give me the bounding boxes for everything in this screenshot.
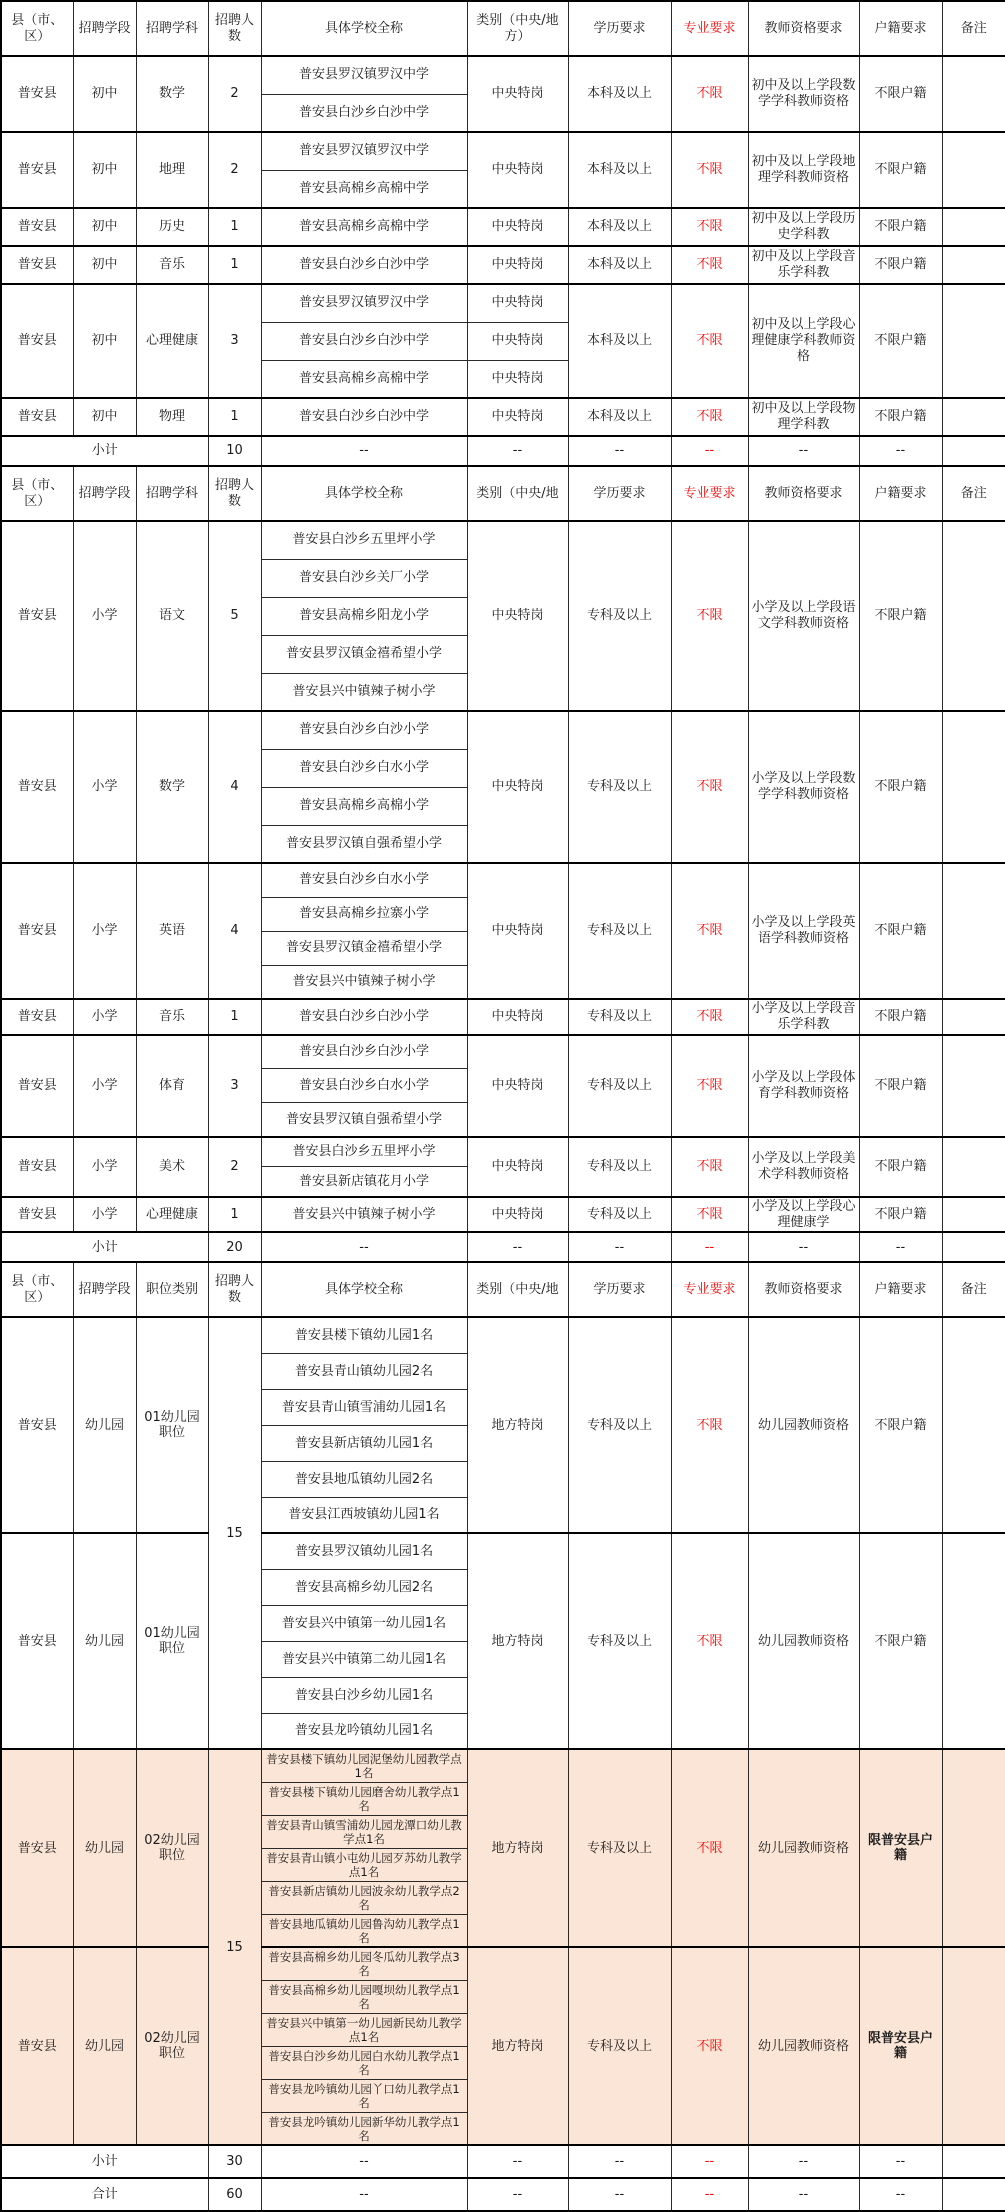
subject-cell: 语文 xyxy=(136,521,208,711)
category-cell: 中央特岗 xyxy=(467,999,568,1035)
school-cell: 普安县白沙乡白沙小学 xyxy=(261,711,467,749)
school-cell: 普安县白沙乡白沙小学 xyxy=(261,999,467,1035)
subject-cell: 体育 xyxy=(136,1035,208,1137)
school-cell: 普安县兴中镇第一幼儿园新民幼儿教学点1名 xyxy=(261,2013,467,2046)
category-cell: 中央特岗 xyxy=(467,1035,568,1137)
header-category: 类别（中央/地 xyxy=(467,466,568,521)
category-cell: -- xyxy=(467,436,568,466)
qualification-cell: 初中及以上学段心理健康学科教师资格 xyxy=(748,284,859,398)
stage-cell: 初中 xyxy=(73,284,136,398)
count-cell: 5 xyxy=(208,521,261,711)
registration-cell: 不限户籍 xyxy=(859,1317,942,1533)
count-cell: 15 xyxy=(208,1317,261,1749)
school-cell: 普安县龙吟镇幼儿园1名 xyxy=(261,1713,467,1749)
remark-cell xyxy=(942,863,1005,999)
school-cell: 普安县白沙乡幼儿园白水幼儿教学点1名 xyxy=(261,2046,467,2079)
qualification-cell: 初中及以上学段音乐学科教 xyxy=(748,246,859,284)
header-stage: 招聘学段 xyxy=(73,1,136,56)
degree-cell: 专科及以上 xyxy=(568,711,671,863)
header-stage: 招聘学段 xyxy=(73,466,136,521)
qualification-cell: 小学及以上学段英语学科教师资格 xyxy=(748,863,859,999)
header-school: 具体学校全称 xyxy=(261,1,467,56)
school-cell: 普安县白沙乡白沙中学 xyxy=(261,398,467,436)
qualification-cell: -- xyxy=(748,2178,859,2211)
school-cell: 普安县白沙乡白沙中学 xyxy=(261,94,467,132)
degree-cell: 专科及以上 xyxy=(568,1035,671,1137)
stage-cell: 初中 xyxy=(73,132,136,208)
count-cell: 4 xyxy=(208,711,261,863)
qualification-cell: 小学及以上学段体育学科教师资格 xyxy=(748,1035,859,1137)
count-cell: 1 xyxy=(208,999,261,1035)
remark-cell xyxy=(942,436,1005,466)
stage-cell: 初中 xyxy=(73,246,136,284)
category-cell: 地方特岗 xyxy=(467,1749,568,1947)
degree-cell: 专科及以上 xyxy=(568,1197,671,1233)
remark-cell xyxy=(942,1232,1005,1262)
major-cell: 不限 xyxy=(671,1137,748,1197)
school-cell: -- xyxy=(261,2145,467,2178)
school-cell: 普安县高棉乡高棉中学 xyxy=(261,208,467,246)
qualification-cell: 初中及以上学段地理学科教师资格 xyxy=(748,132,859,208)
school-cell: 普安县青山镇幼儿园2名 xyxy=(261,1353,467,1389)
county-cell: 普安县 xyxy=(1,1749,73,1947)
remark-cell xyxy=(942,521,1005,711)
header-qualification: 教师资格要求 xyxy=(748,1262,859,1317)
count-cell: 2 xyxy=(208,1137,261,1197)
major-cell: 不限 xyxy=(671,1197,748,1233)
county-cell: 普安县 xyxy=(1,208,73,246)
major-cell: 不限 xyxy=(671,999,748,1035)
school-cell: 普安县罗汉镇自强希望小学 xyxy=(261,825,467,863)
major-cell: 不限 xyxy=(671,208,748,246)
subject-cell: 01幼儿园职位 xyxy=(136,1533,208,1749)
remark-cell xyxy=(942,711,1005,863)
category-cell: 中央特岗 xyxy=(467,711,568,863)
school-cell: 普安县罗汉镇金禧希望小学 xyxy=(261,931,467,965)
county-cell: 普安县 xyxy=(1,863,73,999)
header-school: 具体学校全称 xyxy=(261,466,467,521)
degree-cell: -- xyxy=(568,1232,671,1262)
school-cell: 普安县白沙乡白沙小学 xyxy=(261,1035,467,1069)
county-cell: 普安县 xyxy=(1,1197,73,1233)
header-category: 类别（中央/地方） xyxy=(467,1,568,56)
major-cell: 不限 xyxy=(671,398,748,436)
county-cell: 普安县 xyxy=(1,1317,73,1533)
registration-cell: -- xyxy=(859,2145,942,2178)
school-cell: 普安县高棉乡高棉中学 xyxy=(261,360,467,398)
school-cell: 普安县罗汉镇罗汉中学 xyxy=(261,284,467,322)
school-cell: 普安县白沙乡白沙中学 xyxy=(261,246,467,284)
registration-cell: 不限户籍 xyxy=(859,208,942,246)
count-cell: 1 xyxy=(208,398,261,436)
header-count: 招聘人数 xyxy=(208,1,261,56)
qualification-cell: -- xyxy=(748,1232,859,1262)
header-registration: 户籍要求 xyxy=(859,1,942,56)
header-count: 招聘人数 xyxy=(208,466,261,521)
major-cell: 不限 xyxy=(671,132,748,208)
county-cell: 普安县 xyxy=(1,521,73,711)
subject-cell: 数学 xyxy=(136,56,208,132)
category-cell: 中央特岗 xyxy=(467,863,568,999)
remark-cell xyxy=(942,398,1005,436)
remark-cell xyxy=(942,2145,1005,2178)
degree-cell: 专科及以上 xyxy=(568,1533,671,1749)
qualification-cell: 初中及以上学段历史学科教 xyxy=(748,208,859,246)
county-cell: 普安县 xyxy=(1,1035,73,1137)
qualification-cell: 幼儿园教师资格 xyxy=(748,1947,859,2145)
count-cell: 30 xyxy=(208,2145,261,2178)
remark-cell xyxy=(942,284,1005,398)
major-cell: 不限 xyxy=(671,1035,748,1137)
count-cell: 4 xyxy=(208,863,261,999)
school-cell: -- xyxy=(261,436,467,466)
subject-cell: 数学 xyxy=(136,711,208,863)
stage-cell: 幼儿园 xyxy=(73,1749,136,1947)
header-degree: 学历要求 xyxy=(568,1262,671,1317)
header-remark: 备注 xyxy=(942,1,1005,56)
school-cell: 普安县白沙乡白沙中学 xyxy=(261,322,467,360)
category-cell: 中央特岗 xyxy=(467,56,568,132)
header-stage: 招聘学段 xyxy=(73,1262,136,1317)
subject-cell: 地理 xyxy=(136,132,208,208)
school-cell: 普安县白沙乡白水小学 xyxy=(261,749,467,787)
qualification-cell: 小学及以上学段心理健康学 xyxy=(748,1197,859,1233)
county-cell: 普安县 xyxy=(1,1533,73,1749)
school-cell: -- xyxy=(261,2178,467,2211)
count-cell: 1 xyxy=(208,208,261,246)
header-qualification: 教师资格要求 xyxy=(748,1,859,56)
school-cell: 普安县楼下镇幼儿园磨舍幼儿教学点1名 xyxy=(261,1782,467,1815)
category-cell: 中央特岗 xyxy=(467,398,568,436)
category-cell: 中央特岗 xyxy=(467,1137,568,1197)
stage-cell: 小学 xyxy=(73,1035,136,1137)
degree-cell: -- xyxy=(568,2145,671,2178)
major-cell: -- xyxy=(671,2145,748,2178)
category-cell: -- xyxy=(467,2178,568,2211)
stage-cell: 初中 xyxy=(73,208,136,246)
county-cell: 普安县 xyxy=(1,246,73,284)
county-cell: 普安县 xyxy=(1,711,73,863)
subject-cell: 音乐 xyxy=(136,246,208,284)
subtotal-label: 小计 xyxy=(1,2145,208,2178)
category-cell: 中央特岗 xyxy=(467,521,568,711)
degree-cell: -- xyxy=(568,2178,671,2211)
count-cell: 1 xyxy=(208,1197,261,1233)
school-cell: 普安县白沙乡幼儿园1名 xyxy=(261,1677,467,1713)
degree-cell: 本科及以上 xyxy=(568,284,671,398)
subject-cell: 物理 xyxy=(136,398,208,436)
category-cell: 地方特岗 xyxy=(467,1317,568,1533)
count-cell: 15 xyxy=(208,1749,261,2145)
registration-cell: 不限户籍 xyxy=(859,56,942,132)
degree-cell: 专科及以上 xyxy=(568,863,671,999)
school-cell: 普安县龙吟镇幼儿园丫口幼儿教学点1名 xyxy=(261,2079,467,2112)
school-cell: 普安县楼下镇幼儿园泥堡幼儿园教学点1名 xyxy=(261,1749,467,1782)
registration-cell: 不限户籍 xyxy=(859,1035,942,1137)
header-school: 具体学校全称 xyxy=(261,1262,467,1317)
qualification-cell: 幼儿园教师资格 xyxy=(748,1533,859,1749)
school-cell: 普安县罗汉镇罗汉中学 xyxy=(261,56,467,94)
major-cell: -- xyxy=(671,2178,748,2211)
qualification-cell: 初中及以上学段物理学科教 xyxy=(748,398,859,436)
major-cell: -- xyxy=(671,436,748,466)
remark-cell xyxy=(942,999,1005,1035)
remark-cell xyxy=(942,1137,1005,1197)
remark-cell xyxy=(942,246,1005,284)
registration-cell: 不限户籍 xyxy=(859,132,942,208)
stage-cell: 初中 xyxy=(73,398,136,436)
stage-cell: 小学 xyxy=(73,521,136,711)
header-registration: 户籍要求 xyxy=(859,466,942,521)
school-cell: 普安县楼下镇幼儿园1名 xyxy=(261,1317,467,1353)
registration-cell: -- xyxy=(859,436,942,466)
school-cell: 普安县青山镇雪浦幼儿园龙潭口幼儿教学点1名 xyxy=(261,1815,467,1848)
remark-cell xyxy=(942,1197,1005,1233)
major-cell: 不限 xyxy=(671,56,748,132)
qualification-cell: 小学及以上学段语文学科教师资格 xyxy=(748,521,859,711)
stage-cell: 小学 xyxy=(73,1137,136,1197)
remark-cell xyxy=(942,1317,1005,1533)
header-qualification: 教师资格要求 xyxy=(748,466,859,521)
major-cell: 不限 xyxy=(671,1317,748,1533)
school-cell: 普安县罗汉镇自强希望小学 xyxy=(261,1103,467,1137)
header-registration: 户籍要求 xyxy=(859,1262,942,1317)
header-major: 专业要求 xyxy=(671,466,748,521)
count-cell: 2 xyxy=(208,132,261,208)
registration-cell: 不限户籍 xyxy=(859,1533,942,1749)
header-major: 专业要求 xyxy=(671,1262,748,1317)
school-cell: 普安县高棉乡幼儿园2名 xyxy=(261,1569,467,1605)
school-cell: 普安县青山镇雪浦幼儿园1名 xyxy=(261,1389,467,1425)
county-cell: 普安县 xyxy=(1,284,73,398)
degree-cell: 本科及以上 xyxy=(568,56,671,132)
school-cell: 普安县兴中镇辣子树小学 xyxy=(261,673,467,711)
count-cell: 60 xyxy=(208,2178,261,2211)
degree-cell: 本科及以上 xyxy=(568,398,671,436)
subject-cell: 音乐 xyxy=(136,999,208,1035)
qualification-cell: 小学及以上学段数学学科教师资格 xyxy=(748,711,859,863)
qualification-cell: 幼儿园教师资格 xyxy=(748,1317,859,1533)
remark-cell xyxy=(942,56,1005,132)
major-cell: 不限 xyxy=(671,521,748,711)
header-county: 县（市、区） xyxy=(1,466,73,521)
degree-cell: 专科及以上 xyxy=(568,999,671,1035)
subject-cell: 历史 xyxy=(136,208,208,246)
subject-cell: 英语 xyxy=(136,863,208,999)
school-cell: 普安县兴中镇辣子树小学 xyxy=(261,1197,467,1233)
stage-cell: 幼儿园 xyxy=(73,1533,136,1749)
header-remark: 备注 xyxy=(942,466,1005,521)
qualification-cell: 小学及以上学段美术学科教师资格 xyxy=(748,1137,859,1197)
subject-cell: 心理健康 xyxy=(136,284,208,398)
subject-cell: 01幼儿园职位 xyxy=(136,1317,208,1533)
total-label: 合计 xyxy=(1,2178,208,2211)
degree-cell: 专科及以上 xyxy=(568,521,671,711)
major-cell: 不限 xyxy=(671,711,748,863)
school-cell: 普安县罗汉镇幼儿园1名 xyxy=(261,1533,467,1569)
header-county: 县（市、区） xyxy=(1,1,73,56)
school-cell: 普安县罗汉镇罗汉中学 xyxy=(261,132,467,170)
school-cell: 普安县白沙乡五里坪小学 xyxy=(261,1137,467,1167)
remark-cell xyxy=(942,2178,1005,2211)
count-cell: 3 xyxy=(208,1035,261,1137)
header-remark: 备注 xyxy=(942,1262,1005,1317)
registration-cell: 不限户籍 xyxy=(859,284,942,398)
school-cell: -- xyxy=(261,1232,467,1262)
category-cell: 中央特岗 xyxy=(467,360,568,398)
major-cell: 不限 xyxy=(671,246,748,284)
county-cell: 普安县 xyxy=(1,999,73,1035)
subtotal-label: 小计 xyxy=(1,1232,208,1262)
count-cell: 2 xyxy=(208,56,261,132)
school-cell: 普安县高棉乡拉寨小学 xyxy=(261,897,467,931)
header-count: 招聘人数 xyxy=(208,1262,261,1317)
remark-cell xyxy=(942,1533,1005,1749)
degree-cell: 本科及以上 xyxy=(568,132,671,208)
count-cell: 20 xyxy=(208,1232,261,1262)
registration-cell: 不限户籍 xyxy=(859,1197,942,1233)
category-cell: 中央特岗 xyxy=(467,1197,568,1233)
school-cell: 普安县新店镇幼儿园波汆幼儿教学点2名 xyxy=(261,1881,467,1914)
school-cell: 普安县兴中镇第二幼儿园1名 xyxy=(261,1641,467,1677)
school-cell: 普安县龙吟镇幼儿园新华幼儿教学点1名 xyxy=(261,2112,467,2145)
subtotal-label: 小计 xyxy=(1,436,208,466)
remark-cell xyxy=(942,208,1005,246)
qualification-cell: 幼儿园教师资格 xyxy=(748,1749,859,1947)
subject-cell: 02幼儿园职位 xyxy=(136,1749,208,1947)
category-cell: 中央特岗 xyxy=(467,246,568,284)
registration-cell: 不限户籍 xyxy=(859,398,942,436)
degree-cell: 本科及以上 xyxy=(568,208,671,246)
degree-cell: 本科及以上 xyxy=(568,246,671,284)
stage-cell: 幼儿园 xyxy=(73,1317,136,1533)
school-cell: 普安县高棉乡幼儿园冬瓜幼儿教学点3名 xyxy=(261,1947,467,1980)
header-subject: 招聘学科 xyxy=(136,1,208,56)
remark-cell xyxy=(942,132,1005,208)
subject-cell: 美术 xyxy=(136,1137,208,1197)
category-cell: -- xyxy=(467,2145,568,2178)
school-cell: 普安县地瓜镇幼儿园2名 xyxy=(261,1461,467,1497)
category-cell: 中央特岗 xyxy=(467,208,568,246)
school-cell: 普安县青山镇小屯幼儿园歹苏幼儿教学点1名 xyxy=(261,1848,467,1881)
header-subject: 招聘学科 xyxy=(136,466,208,521)
count-cell: 3 xyxy=(208,284,261,398)
qualification-cell: 小学及以上学段音乐学科教 xyxy=(748,999,859,1035)
remark-cell xyxy=(942,1947,1005,2145)
degree-cell: 专科及以上 xyxy=(568,1137,671,1197)
major-cell: 不限 xyxy=(671,1947,748,2145)
school-cell: 普安县罗汉镇金禧希望小学 xyxy=(261,635,467,673)
major-cell: 不限 xyxy=(671,1749,748,1947)
remark-cell xyxy=(942,1035,1005,1137)
registration-cell: -- xyxy=(859,2178,942,2211)
stage-cell: 小学 xyxy=(73,863,136,999)
school-cell: 普安县高棉乡高棉中学 xyxy=(261,170,467,208)
header-category: 类别（中央/地 xyxy=(467,1262,568,1317)
registration-cell: 限普安县户籍 xyxy=(859,1947,942,2145)
school-cell: 普安县兴中镇第一幼儿园1名 xyxy=(261,1605,467,1641)
school-cell: 普安县白沙乡五里坪小学 xyxy=(261,521,467,559)
registration-cell: 限普安县户籍 xyxy=(859,1749,942,1947)
county-cell: 普安县 xyxy=(1,1947,73,2145)
subject-cell: 02幼儿园职位 xyxy=(136,1947,208,2145)
school-cell: 普安县白沙乡白水小学 xyxy=(261,863,467,897)
stage-cell: 小学 xyxy=(73,711,136,863)
degree-cell: 专科及以上 xyxy=(568,1749,671,1947)
remark-cell xyxy=(942,1749,1005,1947)
header-major: 专业要求 xyxy=(671,1,748,56)
degree-cell: 专科及以上 xyxy=(568,1317,671,1533)
category-cell: 地方特岗 xyxy=(467,1947,568,2145)
county-cell: 普安县 xyxy=(1,132,73,208)
school-cell: 普安县江西坡镇幼儿园1名 xyxy=(261,1497,467,1533)
registration-cell: 不限户籍 xyxy=(859,999,942,1035)
qualification-cell: -- xyxy=(748,436,859,466)
registration-cell: 不限户籍 xyxy=(859,863,942,999)
school-cell: 普安县高棉乡幼儿园嘎坝幼儿教学点1名 xyxy=(261,1980,467,2013)
major-cell: 不限 xyxy=(671,284,748,398)
county-cell: 普安县 xyxy=(1,1137,73,1197)
registration-cell: 不限户籍 xyxy=(859,711,942,863)
header-degree: 学历要求 xyxy=(568,1,671,56)
stage-cell: 小学 xyxy=(73,999,136,1035)
county-cell: 普安县 xyxy=(1,398,73,436)
table-body xyxy=(1,1,1005,2211)
category-cell: -- xyxy=(467,1232,568,1262)
header-position-type: 职位类别 xyxy=(136,1262,208,1317)
school-cell: 普安县白沙乡白水小学 xyxy=(261,1069,467,1103)
stage-cell: 幼儿园 xyxy=(73,1947,136,2145)
subject-cell: 心理健康 xyxy=(136,1197,208,1233)
header-degree: 学历要求 xyxy=(568,466,671,521)
school-cell: 普安县高棉乡高棉小学 xyxy=(261,787,467,825)
school-cell: 普安县兴中镇辣子树小学 xyxy=(261,965,467,999)
category-cell: 中央特岗 xyxy=(467,132,568,208)
registration-cell: 不限户籍 xyxy=(859,521,942,711)
major-cell: 不限 xyxy=(671,863,748,999)
registration-cell: 不限户籍 xyxy=(859,1137,942,1197)
school-cell: 普安县新店镇花月小学 xyxy=(261,1167,467,1197)
count-cell: 10 xyxy=(208,436,261,466)
school-cell: 普安县白沙乡关厂小学 xyxy=(261,559,467,597)
qualification-cell: 初中及以上学段数学学科教师资格 xyxy=(748,56,859,132)
county-cell: 普安县 xyxy=(1,56,73,132)
category-cell: 中央特岗 xyxy=(467,322,568,360)
school-cell: 普安县新店镇幼儿园1名 xyxy=(261,1425,467,1461)
registration-cell: 不限户籍 xyxy=(859,246,942,284)
degree-cell: 专科及以上 xyxy=(568,1947,671,2145)
degree-cell: -- xyxy=(568,436,671,466)
category-cell: 地方特岗 xyxy=(467,1533,568,1749)
category-cell: 中央特岗 xyxy=(467,284,568,322)
stage-cell: 小学 xyxy=(73,1197,136,1233)
count-cell: 1 xyxy=(208,246,261,284)
major-cell: -- xyxy=(671,1232,748,1262)
registration-cell: -- xyxy=(859,1232,942,1262)
school-cell: 普安县高棉乡阳龙小学 xyxy=(261,597,467,635)
school-cell: 普安县地瓜镇幼儿园鲁沟幼儿教学点1名 xyxy=(261,1914,467,1947)
stage-cell: 初中 xyxy=(73,56,136,132)
major-cell: 不限 xyxy=(671,1533,748,1749)
qualification-cell: -- xyxy=(748,2145,859,2178)
header-county: 县（市、区） xyxy=(1,1262,73,1317)
